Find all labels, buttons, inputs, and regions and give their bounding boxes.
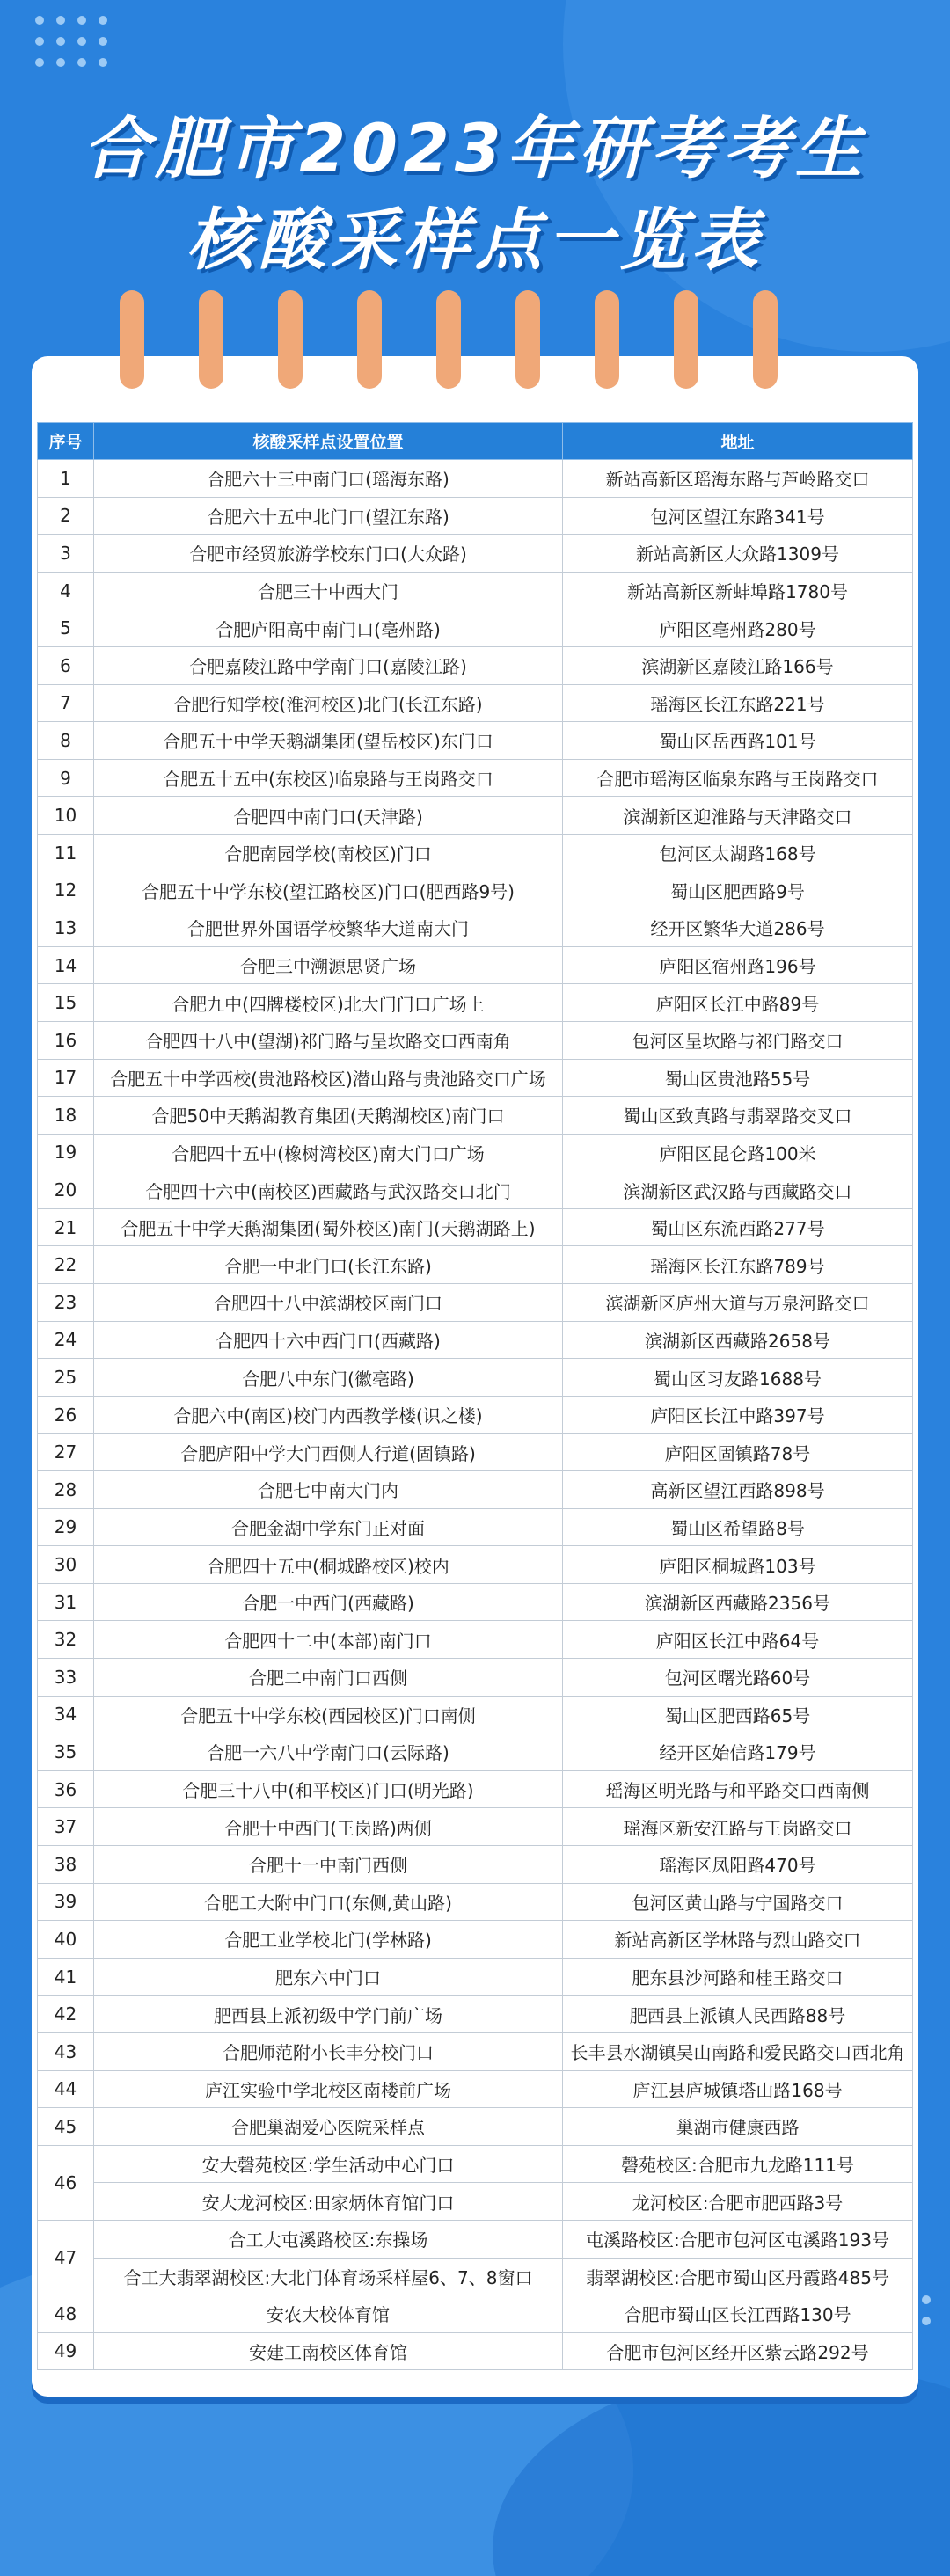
row-number: 14: [38, 946, 94, 984]
address-cell: 滨湖新区西藏路2356号: [563, 1583, 913, 1621]
table-row: [38, 1508, 913, 1546]
table-row: [38, 1883, 913, 1921]
row-number: 2: [38, 497, 94, 535]
row-number: 18: [38, 1097, 94, 1135]
row-number: 22: [38, 1246, 94, 1284]
table-row: [38, 1996, 913, 2033]
row-number: 25: [38, 1359, 94, 1397]
table-row: [38, 1321, 913, 1359]
table-row: [38, 460, 913, 498]
site-cell: 合肥三十中西大门: [94, 572, 563, 609]
address-cell: 蜀山区东流西路277号: [563, 1208, 913, 1246]
site-cell: 合肥四中南门口(天津路): [94, 797, 563, 835]
address-cell: 合肥市包河区经开区紫云路292号: [563, 2332, 913, 2370]
row-number: 41: [38, 1958, 94, 1996]
row-number: 17: [38, 1059, 94, 1097]
table-row: [38, 1059, 913, 1097]
site-cell: 合肥五十中学东校(西园校区)门口南侧: [94, 1696, 563, 1733]
address-cell: 高新区望江西路898号: [563, 1471, 913, 1509]
table-row: [38, 1434, 913, 1471]
row-number: 31: [38, 1583, 94, 1621]
row-number: 12: [38, 872, 94, 909]
site-cell: 合肥市经贸旅游学校东门口(大众路): [94, 535, 563, 573]
site-cell: 肥东六中门口: [94, 1958, 563, 1996]
table-row: [38, 2145, 913, 2183]
header-site: 核酸采样点设置位置: [94, 423, 563, 460]
table-row: [38, 1621, 913, 1659]
site-cell: 合肥六十五中北门口(望江东路): [94, 497, 563, 535]
address-cell: 滨湖新区嘉陵江路166号: [563, 646, 913, 684]
page-subtitle: 核酸采样点一览表: [186, 201, 764, 279]
row-number: 26: [38, 1396, 94, 1434]
address-cell: 包河区呈坎路与祁门路交口: [563, 1021, 913, 1059]
site-cell: 合肥四十五中(橡树湾校区)南大门口广场: [94, 1134, 563, 1171]
table-row: [38, 2295, 913, 2333]
sampling-sites-table: [37, 422, 912, 2370]
site-cell: 安大龙河校区:田家炳体育馆门口: [94, 2183, 563, 2221]
address-cell: 庐阳区长江中路89号: [563, 984, 913, 1022]
table-row: [38, 1659, 913, 1697]
table-row: [38, 609, 913, 647]
site-cell: 合肥四十六中(南校区)西藏路与武汉路交口北门: [94, 1171, 563, 1209]
site-cell: 合肥金湖中学东门正对面: [94, 1508, 563, 1546]
address-cell: 合肥市蜀山区长江西路130号: [563, 2295, 913, 2333]
site-cell: 合肥六中(南区)校门内西教学楼(识之楼): [94, 1396, 563, 1434]
table-row: [38, 909, 913, 947]
row-number: 39: [38, 1883, 94, 1921]
address-cell: 庐阳区桐城路103号: [563, 1546, 913, 1584]
site-cell: 安建工南校区体育馆: [94, 2332, 563, 2370]
site-cell: 合肥三中溯源思贤广场: [94, 946, 563, 984]
address-cell: 蜀山区肥西路9号: [563, 872, 913, 909]
table-row: [38, 2108, 913, 2146]
row-number: 11: [38, 834, 94, 872]
binder-ring: [515, 290, 540, 389]
site-cell: 合肥行知学校(淮河校区)北门(长江东路): [94, 684, 563, 722]
address-cell: 滨湖新区武汉路与西藏路交口: [563, 1171, 913, 1209]
binder-ring: [357, 290, 382, 389]
address-cell: 滨湖新区西藏路2658号: [563, 1321, 913, 1359]
site-cell: 肥西县上派初级中学门前广场: [94, 1996, 563, 2033]
address-cell: 庐阳区长江中路64号: [563, 1621, 913, 1659]
table-row: [38, 2332, 913, 2370]
address-cell: 肥西县上派镇人民西路88号: [563, 1996, 913, 2033]
row-number: 36: [38, 1770, 94, 1808]
address-cell: 包河区望江东路341号: [563, 497, 913, 535]
table-row: [38, 2183, 913, 2221]
row-number: 47: [38, 2220, 94, 2295]
site-cell: 合肥四十六中西门口(西藏路): [94, 1321, 563, 1359]
address-cell: 新站高新区大众路1309号: [563, 535, 913, 573]
table-row: [38, 1284, 913, 1322]
table-row: [38, 1359, 913, 1397]
table-row: [38, 2070, 913, 2108]
address-cell: 新站高新区瑶海东路与芦岭路交口: [563, 460, 913, 498]
site-cell: 合肥七中南大门内: [94, 1471, 563, 1509]
row-number: 48: [38, 2295, 94, 2333]
table-row: [38, 1021, 913, 1059]
address-cell: 瑶海区长江东路221号: [563, 684, 913, 722]
site-cell: 合肥十中西门(王岗路)两侧: [94, 1808, 563, 1846]
row-number: 16: [38, 1021, 94, 1059]
address-cell: 庐阳区固镇路78号: [563, 1434, 913, 1471]
row-number: 3: [38, 535, 94, 573]
address-cell: 瑶海区明光路与和平路交口西南侧: [563, 1770, 913, 1808]
address-cell: 滨湖新区迎淮路与天津路交口: [563, 797, 913, 835]
row-number: 19: [38, 1134, 94, 1171]
site-cell: 合肥二中南门口西侧: [94, 1659, 563, 1697]
address-cell: 经开区始信路179号: [563, 1733, 913, 1771]
address-cell: 蜀山区肥西路65号: [563, 1696, 913, 1733]
site-cell: 合肥四十二中(本部)南门口: [94, 1621, 563, 1659]
site-cell: 庐江实验中学北校区南楼前广场: [94, 2070, 563, 2108]
row-number: 43: [38, 2032, 94, 2070]
address-cell: 瑶海区凤阳路470号: [563, 1845, 913, 1883]
table-row: [38, 1546, 913, 1584]
table-row: [38, 834, 913, 872]
row-number: 35: [38, 1733, 94, 1771]
row-number: 1: [38, 460, 94, 498]
address-cell: 瑶海区长江东路789号: [563, 1246, 913, 1284]
table-row: [38, 1396, 913, 1434]
row-number: 27: [38, 1434, 94, 1471]
table-row: [38, 797, 913, 835]
site-cell: 合工大翡翠湖校区:大北门体育场采样屋6、7、8窗口: [94, 2258, 563, 2295]
address-cell: 屯溪路校区:合肥市包河区屯溪路193号: [563, 2220, 913, 2258]
site-cell: 合肥南园学校(南校区)门口: [94, 834, 563, 872]
address-cell: 巢湖市健康西路: [563, 2108, 913, 2146]
site-cell: 合肥五十中学东校(望江路校区)门口(肥西路9号): [94, 872, 563, 909]
address-cell: 庐江县庐城镇塔山路168号: [563, 2070, 913, 2108]
address-cell: 新站高新区新蚌埠路1780号: [563, 572, 913, 609]
row-number: 4: [38, 572, 94, 609]
table-row: [38, 646, 913, 684]
row-number: 20: [38, 1171, 94, 1209]
address-cell: 庐阳区宿州路196号: [563, 946, 913, 984]
row-number: 49: [38, 2332, 94, 2370]
address-cell: 蜀山区贵池路55号: [563, 1059, 913, 1097]
site-cell: 合肥一六八中学南门口(云际路): [94, 1733, 563, 1771]
site-cell: 合肥工业学校北门(学林路): [94, 1921, 563, 1959]
table-row: [38, 1171, 913, 1209]
site-cell: 安大磬苑校区:学生活动中心门口: [94, 2145, 563, 2183]
binder-ring: [753, 290, 778, 389]
address-cell: 龙河校区:合肥市肥西路3号: [563, 2183, 913, 2221]
table-row: [38, 1246, 913, 1284]
site-cell: 合肥四十八中(望湖)祁门路与呈坎路交口西南角: [94, 1021, 563, 1059]
row-number: 8: [38, 722, 94, 760]
row-number: 30: [38, 1546, 94, 1584]
address-cell: 瑶海区新安江路与王岗路交口: [563, 1808, 913, 1846]
table-row: [38, 2032, 913, 2070]
binder-ring: [199, 290, 223, 389]
table-row: [38, 2220, 913, 2258]
binder-rings: [32, 290, 918, 396]
table-row: [38, 1696, 913, 1733]
table-row: [38, 872, 913, 909]
site-cell: 合肥庐阳中学大门西侧人行道(固镇路): [94, 1434, 563, 1471]
header-no: 序号: [38, 423, 94, 460]
row-number: 29: [38, 1508, 94, 1546]
table-row: [38, 572, 913, 609]
binder-ring: [278, 290, 303, 389]
row-number: 46: [38, 2145, 94, 2220]
site-cell: 合肥六十三中南门口(瑶海东路): [94, 460, 563, 498]
address-cell: 翡翠湖校区:合肥市蜀山区丹霞路485号: [563, 2258, 913, 2295]
site-cell: 合肥一中北门口(长江东路): [94, 1246, 563, 1284]
site-cell: 合肥嘉陵江路中学南门口(嘉陵江路): [94, 646, 563, 684]
address-cell: 包河区太湖路168号: [563, 834, 913, 872]
row-number: 34: [38, 1696, 94, 1733]
table-row: [38, 722, 913, 760]
address-cell: 肥东县沙河路和桂王路交口: [563, 1958, 913, 1996]
page-title: 合肥市2023年研考考生: [83, 109, 867, 187]
row-number: 44: [38, 2070, 94, 2108]
row-number: 10: [38, 797, 94, 835]
address-cell: 经开区繁华大道286号: [563, 909, 913, 947]
table-row: [38, 1845, 913, 1883]
row-number: 38: [38, 1845, 94, 1883]
site-cell: 合肥三十八中(和平校区)门口(明光路): [94, 1770, 563, 1808]
site-cell: 合肥五十中学天鹅湖集团(蜀外校区)南门(天鹅湖路上): [94, 1208, 563, 1246]
address-cell: 合肥市瑶海区临泉东路与王岗路交口: [563, 759, 913, 797]
binder-ring: [120, 290, 144, 389]
site-cell: 安农大校体育馆: [94, 2295, 563, 2333]
site-cell: 合肥五十中学天鹅湖集团(望岳校区)东门口: [94, 722, 563, 760]
site-cell: 合肥巢湖爱心医院采样点: [94, 2108, 563, 2146]
site-cell: 合肥五十中学西校(贵池路校区)潜山路与贵池路交口广场: [94, 1059, 563, 1097]
address-cell: 蜀山区致真路与翡翠路交叉口: [563, 1097, 913, 1135]
site-cell: 合肥50中天鹅湖教育集团(天鹅湖校区)南门口: [94, 1097, 563, 1135]
site-cell: 合肥五十五中(东校区)临泉路与王岗路交口: [94, 759, 563, 797]
address-cell: 滨湖新区庐州大道与万泉河路交口: [563, 1284, 913, 1322]
site-cell: 合肥工大附中门口(东侧,黄山路): [94, 1883, 563, 1921]
site-cell: 合肥四十八中滨湖校区南门口: [94, 1284, 563, 1322]
table-row: [38, 1583, 913, 1621]
address-cell: 长丰县水湖镇吴山南路和爱民路交口西北角: [563, 2032, 913, 2070]
row-number: 15: [38, 984, 94, 1022]
row-number: 42: [38, 1996, 94, 2033]
table-row: [38, 946, 913, 984]
address-cell: 庐阳区长江中路397号: [563, 1396, 913, 1434]
row-number: 28: [38, 1471, 94, 1509]
table-row: [38, 684, 913, 722]
header-address: 地址: [563, 423, 913, 460]
address-cell: 蜀山区习友路1688号: [563, 1359, 913, 1397]
address-cell: 蜀山区希望路8号: [563, 1508, 913, 1546]
site-cell: 合肥一中西门(西藏路): [94, 1583, 563, 1621]
site-cell: 合工大屯溪路校区:东操场: [94, 2220, 563, 2258]
table-row: [38, 1808, 913, 1846]
address-cell: 新站高新区学林路与烈山路交口: [563, 1921, 913, 1959]
table-row: [38, 1958, 913, 1996]
table-row: [38, 1471, 913, 1509]
table-row: [38, 2258, 913, 2295]
row-number: 7: [38, 684, 94, 722]
address-cell: 包河区黄山路与宁国路交口: [563, 1883, 913, 1921]
dot-pattern: [35, 16, 107, 67]
table-row: [38, 1733, 913, 1771]
table-row: [38, 1208, 913, 1246]
site-cell: 合肥十一中南门西侧: [94, 1845, 563, 1883]
row-number: 9: [38, 759, 94, 797]
table-row: [38, 1097, 913, 1135]
table-row: [38, 759, 913, 797]
binder-ring: [674, 290, 698, 389]
address-cell: 包河区曙光路60号: [563, 1659, 913, 1697]
site-cell: 合肥庐阳高中南门口(亳州路): [94, 609, 563, 647]
binder-ring: [436, 290, 461, 389]
row-number: 40: [38, 1921, 94, 1959]
row-number: 6: [38, 646, 94, 684]
table-row: [38, 535, 913, 573]
table-row: [38, 1134, 913, 1171]
address-cell: 庐阳区昆仑路100米: [563, 1134, 913, 1171]
site-cell: 合肥九中(四牌楼校区)北大门门口广场上: [94, 984, 563, 1022]
row-number: 13: [38, 909, 94, 947]
row-number: 45: [38, 2108, 94, 2146]
site-cell: 合肥师范附小长丰分校门口: [94, 2032, 563, 2070]
site-cell: 合肥四十五中(桐城路校区)校内: [94, 1546, 563, 1584]
row-number: 5: [38, 609, 94, 647]
table-row: [38, 1770, 913, 1808]
row-number: 32: [38, 1621, 94, 1659]
table-header-row: [38, 423, 913, 460]
row-number: 24: [38, 1321, 94, 1359]
address-cell: 磬苑校区:合肥市九龙路111号: [563, 2145, 913, 2183]
table-row: [38, 984, 913, 1022]
row-number: 37: [38, 1808, 94, 1846]
site-cell: 合肥世界外国语学校繁华大道南大门: [94, 909, 563, 947]
address-cell: 蜀山区岳西路101号: [563, 722, 913, 760]
binder-ring: [595, 290, 619, 389]
table-row: [38, 497, 913, 535]
row-number: 23: [38, 1284, 94, 1322]
row-number: 33: [38, 1659, 94, 1697]
row-number: 21: [38, 1208, 94, 1246]
table-row: [38, 1921, 913, 1959]
address-cell: 庐阳区亳州路280号: [563, 609, 913, 647]
site-cell: 合肥八中东门(徽亳路): [94, 1359, 563, 1397]
